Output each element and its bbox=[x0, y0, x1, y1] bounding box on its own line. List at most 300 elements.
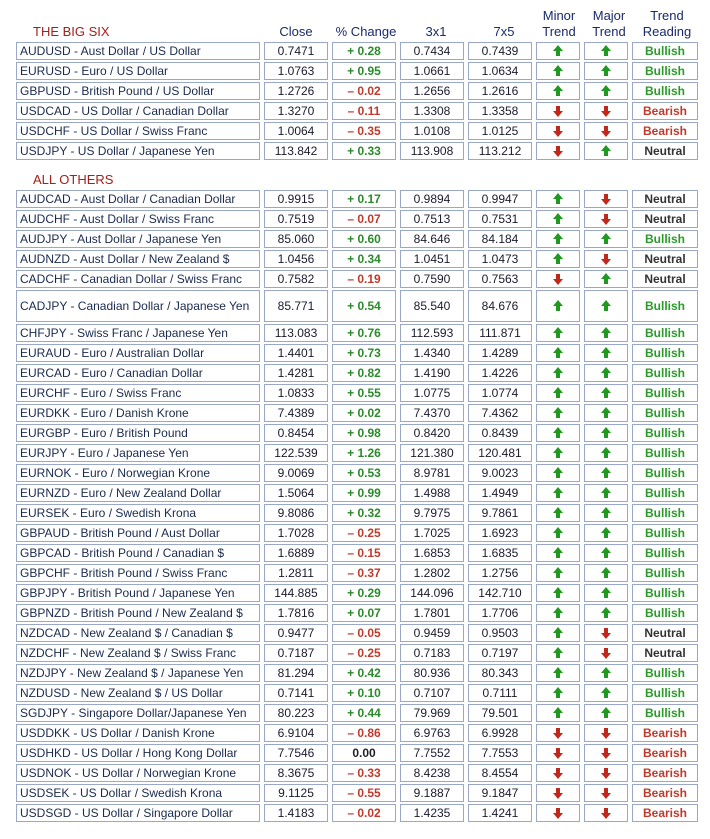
table-row bbox=[16, 504, 698, 522]
table-row bbox=[16, 82, 698, 100]
minor-trend-cell bbox=[536, 484, 580, 502]
arrow-down-icon bbox=[553, 111, 563, 117]
arrow-up-icon bbox=[601, 327, 611, 333]
avg-7x5-cell: 1.0473 bbox=[468, 250, 532, 268]
close-cell: 0.8454 bbox=[264, 424, 328, 442]
arrow-up-icon bbox=[601, 85, 611, 91]
column-header-major-trend bbox=[586, 8, 632, 40]
pair-name-cell: AUDCAD - Aust Dollar / Canadian Dollar bbox=[16, 190, 260, 208]
avg-7x5-cell: 0.8439 bbox=[468, 424, 532, 442]
minor-trend-cell bbox=[536, 102, 580, 120]
trend-reading-cell: Bullish bbox=[632, 82, 698, 100]
arrow-up-icon bbox=[553, 527, 563, 533]
close-cell: 113.083 bbox=[264, 324, 328, 342]
trend-reading-cell: Bearish bbox=[632, 122, 698, 140]
trend-reading-cell: Bullish bbox=[632, 504, 698, 522]
table-row bbox=[16, 230, 698, 248]
arrow-up-icon bbox=[553, 507, 563, 513]
arrow-down-icon bbox=[553, 753, 563, 759]
pct-change-cell: – 0.02 bbox=[332, 804, 396, 822]
arrow-up-icon bbox=[601, 273, 611, 279]
arrow-up-icon bbox=[601, 527, 611, 533]
pair-name-cell: EURJPY - Euro / Japanese Yen bbox=[16, 444, 260, 462]
pct-change-cell: + 0.82 bbox=[332, 364, 396, 382]
table-row bbox=[16, 344, 698, 362]
pct-change-cell: + 0.53 bbox=[332, 464, 396, 482]
minor-trend-cell bbox=[536, 504, 580, 522]
major-trend-cell bbox=[584, 764, 628, 782]
major-trend-cell bbox=[584, 704, 628, 722]
avg-3x1-cell: 0.8420 bbox=[400, 424, 464, 442]
avg-7x5-cell: 1.4226 bbox=[468, 364, 532, 382]
avg-3x1-cell: 7.4370 bbox=[400, 404, 464, 422]
avg-3x1-cell: 0.7183 bbox=[400, 644, 464, 662]
major-trend-cell bbox=[584, 142, 628, 160]
avg-7x5-cell: 113.212 bbox=[468, 142, 532, 160]
column-header-7x5: 7x5 bbox=[493, 24, 515, 39]
major-trend-cell bbox=[584, 744, 628, 762]
section-title-all-others: ALL OTHERS bbox=[33, 172, 114, 187]
avg-7x5-cell: 84.676 bbox=[468, 290, 532, 322]
avg-7x5-cell: 8.4554 bbox=[468, 764, 532, 782]
table-row bbox=[16, 684, 698, 702]
arrow-down-icon bbox=[553, 793, 563, 799]
avg-7x5-cell: 1.6923 bbox=[468, 524, 532, 542]
arrow-up-icon bbox=[553, 347, 563, 353]
arrow-down-icon bbox=[553, 733, 563, 739]
arrow-down-icon bbox=[601, 653, 611, 659]
table-row bbox=[16, 444, 698, 462]
column-header-close: Close bbox=[279, 24, 313, 39]
table-row bbox=[16, 210, 698, 228]
arrow-down-icon bbox=[601, 813, 611, 819]
trend-reading-line1: Trend bbox=[650, 8, 684, 23]
close-cell: 0.9477 bbox=[264, 624, 328, 642]
section-title-big-six: THE BIG SIX bbox=[33, 24, 110, 39]
close-cell: 0.7471 bbox=[264, 42, 328, 60]
pct-change-cell: + 0.42 bbox=[332, 664, 396, 682]
avg-7x5-cell: 0.7439 bbox=[468, 42, 532, 60]
avg-3x1-cell: 1.4190 bbox=[400, 364, 464, 382]
trend-reading-cell: Bullish bbox=[632, 564, 698, 582]
close-cell: 0.9915 bbox=[264, 190, 328, 208]
trend-reading-cell: Bullish bbox=[632, 484, 698, 502]
trend-reading-cell: Bearish bbox=[632, 764, 698, 782]
avg-7x5-cell: 9.1847 bbox=[468, 784, 532, 802]
close-cell: 1.7816 bbox=[264, 604, 328, 622]
arrow-up-icon bbox=[553, 45, 563, 51]
trend-reading-cell: Bullish bbox=[632, 524, 698, 542]
arrow-up-icon bbox=[601, 367, 611, 373]
avg-3x1-cell: 8.9781 bbox=[400, 464, 464, 482]
minor-trend-cell bbox=[536, 250, 580, 268]
avg-7x5-cell: 7.7553 bbox=[468, 744, 532, 762]
close-cell: 81.294 bbox=[264, 664, 328, 682]
table-row bbox=[16, 724, 698, 742]
pct-change-cell: + 0.02 bbox=[332, 404, 396, 422]
avg-7x5-cell: 1.6835 bbox=[468, 544, 532, 562]
pct-change-cell: + 0.17 bbox=[332, 190, 396, 208]
pct-change-cell: + 0.73 bbox=[332, 344, 396, 362]
close-cell: 85.060 bbox=[264, 230, 328, 248]
arrow-up-icon bbox=[601, 587, 611, 593]
pair-name-cell: SGDJPY - Singapore Dollar/Japanese Yen bbox=[16, 704, 260, 722]
close-cell: 1.5064 bbox=[264, 484, 328, 502]
arrow-down-icon bbox=[601, 259, 611, 265]
pair-name-cell: EURDKK - Euro / Danish Krone bbox=[16, 404, 260, 422]
pct-change-cell: – 0.19 bbox=[332, 270, 396, 288]
table-row bbox=[16, 250, 698, 268]
trend-reading-cell: Bullish bbox=[632, 424, 698, 442]
pct-change-cell: + 0.60 bbox=[332, 230, 396, 248]
minor-trend-cell bbox=[536, 644, 580, 662]
trend-reading-cell: Bullish bbox=[632, 464, 698, 482]
minor-trend-cell bbox=[536, 804, 580, 822]
arrow-up-icon bbox=[553, 233, 563, 239]
major-trend-cell bbox=[584, 102, 628, 120]
arrow-down-icon bbox=[601, 733, 611, 739]
table-row bbox=[16, 464, 698, 482]
avg-3x1-cell: 113.908 bbox=[400, 142, 464, 160]
close-cell: 1.0064 bbox=[264, 122, 328, 140]
pct-change-cell: – 0.35 bbox=[332, 122, 396, 140]
avg-7x5-cell: 1.0634 bbox=[468, 62, 532, 80]
minor-trend-cell bbox=[536, 444, 580, 462]
major-trend-cell bbox=[584, 404, 628, 422]
close-cell: 8.3675 bbox=[264, 764, 328, 782]
arrow-up-icon bbox=[553, 467, 563, 473]
pair-name-cell: GBPAUD - British Pound / Aust Dollar bbox=[16, 524, 260, 542]
table-row bbox=[16, 744, 698, 762]
trend-reading-cell: Neutral bbox=[632, 624, 698, 642]
minor-trend-line2: Trend bbox=[542, 24, 576, 39]
table-row bbox=[16, 804, 698, 822]
table-row bbox=[16, 564, 698, 582]
major-trend-cell bbox=[584, 544, 628, 562]
pair-name-cell: CADCHF - Canadian Dollar / Swiss Franc bbox=[16, 270, 260, 288]
arrow-up-icon bbox=[601, 447, 611, 453]
arrow-down-icon bbox=[553, 131, 563, 137]
avg-7x5-cell: 1.3358 bbox=[468, 102, 532, 120]
avg-3x1-cell: 0.9894 bbox=[400, 190, 464, 208]
major-trend-cell bbox=[584, 190, 628, 208]
all-others-table bbox=[16, 190, 698, 824]
minor-trend-line1: Minor bbox=[542, 8, 576, 23]
trend-reading-cell: Bullish bbox=[632, 684, 698, 702]
arrow-up-icon bbox=[553, 707, 563, 713]
major-trend-cell bbox=[584, 724, 628, 742]
pct-change-cell: + 0.95 bbox=[332, 62, 396, 80]
pct-change-cell: + 0.55 bbox=[332, 384, 396, 402]
avg-3x1-cell: 144.096 bbox=[400, 584, 464, 602]
avg-7x5-cell: 1.0774 bbox=[468, 384, 532, 402]
table-row bbox=[16, 664, 698, 682]
table-row bbox=[16, 604, 698, 622]
pct-change-cell: + 1.26 bbox=[332, 444, 396, 462]
minor-trend-cell bbox=[536, 584, 580, 602]
pct-change-cell: – 0.02 bbox=[332, 82, 396, 100]
arrow-down-icon bbox=[553, 279, 563, 285]
table-row bbox=[16, 62, 698, 80]
trend-reading-cell: Bullish bbox=[632, 290, 698, 322]
close-cell: 0.7141 bbox=[264, 684, 328, 702]
minor-trend-cell bbox=[536, 190, 580, 208]
arrow-up-icon bbox=[601, 487, 611, 493]
trend-reading-cell: Bullish bbox=[632, 704, 698, 722]
trend-reading-cell: Bearish bbox=[632, 744, 698, 762]
pair-name-cell: NZDJPY - New Zealand $ / Japanese Yen bbox=[16, 664, 260, 682]
table-row bbox=[16, 524, 698, 542]
avg-7x5-cell: 9.7861 bbox=[468, 504, 532, 522]
avg-7x5-cell: 1.4241 bbox=[468, 804, 532, 822]
pair-name-cell: EURUSD - Euro / US Dollar bbox=[16, 62, 260, 80]
pct-change-cell: + 0.33 bbox=[332, 142, 396, 160]
major-trend-cell bbox=[584, 270, 628, 288]
trend-reading-cell: Bullish bbox=[632, 384, 698, 402]
arrow-up-icon bbox=[601, 607, 611, 613]
trend-reading-cell: Bullish bbox=[632, 42, 698, 60]
table-row bbox=[16, 584, 698, 602]
pct-change-cell: – 0.05 bbox=[332, 624, 396, 642]
close-cell: 85.771 bbox=[264, 290, 328, 322]
major-trend-cell bbox=[584, 290, 628, 322]
pct-change-cell: + 0.76 bbox=[332, 324, 396, 342]
pct-change-cell: – 0.55 bbox=[332, 784, 396, 802]
major-trend-cell bbox=[584, 364, 628, 382]
arrow-up-icon bbox=[553, 687, 563, 693]
avg-7x5-cell: 0.9947 bbox=[468, 190, 532, 208]
avg-3x1-cell: 9.1887 bbox=[400, 784, 464, 802]
arrow-up-icon bbox=[601, 687, 611, 693]
pct-change-cell: + 0.98 bbox=[332, 424, 396, 442]
major-trend-cell bbox=[584, 250, 628, 268]
major-trend-cell bbox=[584, 464, 628, 482]
close-cell: 1.0456 bbox=[264, 250, 328, 268]
trend-reading-cell: Bullish bbox=[632, 230, 698, 248]
major-trend-cell bbox=[584, 624, 628, 642]
avg-7x5-cell: 84.184 bbox=[468, 230, 532, 248]
pct-change-cell: + 0.44 bbox=[332, 704, 396, 722]
arrow-up-icon bbox=[553, 647, 563, 653]
minor-trend-cell bbox=[536, 464, 580, 482]
avg-3x1-cell: 1.7025 bbox=[400, 524, 464, 542]
trend-reading-cell: Bullish bbox=[632, 364, 698, 382]
table-row bbox=[16, 404, 698, 422]
avg-7x5-cell: 0.7563 bbox=[468, 270, 532, 288]
close-cell: 144.885 bbox=[264, 584, 328, 602]
pair-name-cell: AUDUSD - Aust Dollar / US Dollar bbox=[16, 42, 260, 60]
avg-7x5-cell: 79.501 bbox=[468, 704, 532, 722]
arrow-up-icon bbox=[601, 145, 611, 151]
arrow-up-icon bbox=[601, 387, 611, 393]
close-cell: 9.1125 bbox=[264, 784, 328, 802]
table-row bbox=[16, 42, 698, 60]
avg-7x5-cell: 111.871 bbox=[468, 324, 532, 342]
avg-3x1-cell: 1.2656 bbox=[400, 82, 464, 100]
avg-7x5-cell: 120.481 bbox=[468, 444, 532, 462]
pair-name-cell: GBPCAD - British Pound / Canadian $ bbox=[16, 544, 260, 562]
minor-trend-cell bbox=[536, 564, 580, 582]
avg-7x5-cell: 0.7531 bbox=[468, 210, 532, 228]
table-row bbox=[16, 270, 698, 288]
avg-7x5-cell: 9.0023 bbox=[468, 464, 532, 482]
minor-trend-cell bbox=[536, 624, 580, 642]
major-trend-cell bbox=[584, 504, 628, 522]
trend-reading-cell: Bullish bbox=[632, 604, 698, 622]
arrow-up-icon bbox=[553, 447, 563, 453]
arrow-up-icon bbox=[601, 567, 611, 573]
minor-trend-cell bbox=[536, 122, 580, 140]
close-cell: 7.4389 bbox=[264, 404, 328, 422]
pair-name-cell: CHFJPY - Swiss Franc / Japanese Yen bbox=[16, 324, 260, 342]
avg-7x5-cell: 1.4289 bbox=[468, 344, 532, 362]
close-cell: 1.2726 bbox=[264, 82, 328, 100]
arrow-up-icon bbox=[553, 85, 563, 91]
trend-reading-cell: Neutral bbox=[632, 210, 698, 228]
pair-name-cell: EURCHF - Euro / Swiss Franc bbox=[16, 384, 260, 402]
major-trend-line2: Trend bbox=[592, 24, 626, 39]
avg-3x1-cell: 9.7975 bbox=[400, 504, 464, 522]
minor-trend-cell bbox=[536, 424, 580, 442]
close-cell: 1.3270 bbox=[264, 102, 328, 120]
avg-3x1-cell: 1.2802 bbox=[400, 564, 464, 582]
close-cell: 0.7519 bbox=[264, 210, 328, 228]
arrow-up-icon bbox=[601, 547, 611, 553]
major-trend-cell bbox=[584, 210, 628, 228]
table-row bbox=[16, 644, 698, 662]
pair-name-cell: NZDUSD - New Zealand $ / US Dollar bbox=[16, 684, 260, 702]
trend-reading-cell: Bullish bbox=[632, 344, 698, 362]
table-row bbox=[16, 704, 698, 722]
close-cell: 80.223 bbox=[264, 704, 328, 722]
arrow-down-icon bbox=[601, 793, 611, 799]
table-row bbox=[16, 364, 698, 382]
close-cell: 1.0833 bbox=[264, 384, 328, 402]
pct-change-cell: – 0.33 bbox=[332, 764, 396, 782]
arrow-up-icon bbox=[553, 427, 563, 433]
arrow-up-icon bbox=[553, 627, 563, 633]
arrow-down-icon bbox=[601, 633, 611, 639]
close-cell: 1.6889 bbox=[264, 544, 328, 562]
minor-trend-cell bbox=[536, 604, 580, 622]
table-header bbox=[0, 0, 710, 40]
minor-trend-cell bbox=[536, 784, 580, 802]
pct-change-cell: + 0.07 bbox=[332, 604, 396, 622]
avg-3x1-cell: 8.4238 bbox=[400, 764, 464, 782]
pair-name-cell: USDCHF - US Dollar / Swiss Franc bbox=[16, 122, 260, 140]
trend-reading-cell: Bullish bbox=[632, 584, 698, 602]
arrow-down-icon bbox=[553, 773, 563, 779]
trend-reading-cell: Neutral bbox=[632, 250, 698, 268]
avg-7x5-cell: 1.0125 bbox=[468, 122, 532, 140]
table-row bbox=[16, 544, 698, 562]
avg-7x5-cell: 7.4362 bbox=[468, 404, 532, 422]
pct-change-cell: + 0.99 bbox=[332, 484, 396, 502]
close-cell: 1.0763 bbox=[264, 62, 328, 80]
arrow-up-icon bbox=[553, 65, 563, 71]
avg-3x1-cell: 0.7434 bbox=[400, 42, 464, 60]
avg-3x1-cell: 1.0108 bbox=[400, 122, 464, 140]
arrow-down-icon bbox=[601, 753, 611, 759]
pair-name-cell: EURCAD - Euro / Canadian Dollar bbox=[16, 364, 260, 382]
pair-name-cell: USDDKK - US Dollar / Danish Krone bbox=[16, 724, 260, 742]
pct-change-cell: + 0.54 bbox=[332, 290, 396, 322]
close-cell: 1.4183 bbox=[264, 804, 328, 822]
big-six-table bbox=[16, 42, 698, 162]
avg-7x5-cell: 0.7197 bbox=[468, 644, 532, 662]
pair-name-cell: EURGBP - Euro / British Pound bbox=[16, 424, 260, 442]
arrow-up-icon bbox=[553, 193, 563, 199]
minor-trend-cell bbox=[536, 744, 580, 762]
pct-change-cell: + 0.10 bbox=[332, 684, 396, 702]
avg-7x5-cell: 1.2756 bbox=[468, 564, 532, 582]
pair-name-cell: USDHKD - US Dollar / Hong Kong Dollar bbox=[16, 744, 260, 762]
pct-change-cell: + 0.29 bbox=[332, 584, 396, 602]
major-trend-cell bbox=[584, 784, 628, 802]
major-trend-cell bbox=[584, 444, 628, 462]
avg-3x1-cell: 0.7513 bbox=[400, 210, 464, 228]
arrow-up-icon bbox=[601, 667, 611, 673]
major-trend-cell bbox=[584, 62, 628, 80]
pair-name-cell: NZDCHF - New Zealand $ / Swiss Franc bbox=[16, 644, 260, 662]
table-row bbox=[16, 624, 698, 642]
avg-3x1-cell: 0.9459 bbox=[400, 624, 464, 642]
pair-name-cell: USDCAD - US Dollar / Canadian Dollar bbox=[16, 102, 260, 120]
minor-trend-cell bbox=[536, 404, 580, 422]
trend-reading-cell: Bullish bbox=[632, 62, 698, 80]
pair-name-cell: AUDNZD - Aust Dollar / New Zealand $ bbox=[16, 250, 260, 268]
arrow-up-icon bbox=[553, 407, 563, 413]
minor-trend-cell bbox=[536, 704, 580, 722]
avg-3x1-cell: 80.936 bbox=[400, 664, 464, 682]
major-trend-cell bbox=[584, 664, 628, 682]
avg-7x5-cell: 80.343 bbox=[468, 664, 532, 682]
pair-name-cell: EURSEK - Euro / Swedish Krona bbox=[16, 504, 260, 522]
column-header-trend-reading bbox=[634, 8, 700, 40]
table-row bbox=[16, 424, 698, 442]
pct-change-cell: – 0.25 bbox=[332, 524, 396, 542]
column-header-3x1: 3x1 bbox=[425, 24, 447, 39]
minor-trend-cell bbox=[536, 290, 580, 322]
close-cell: 122.539 bbox=[264, 444, 328, 462]
major-trend-cell bbox=[584, 684, 628, 702]
pct-change-cell: – 0.37 bbox=[332, 564, 396, 582]
avg-3x1-cell: 7.7552 bbox=[400, 744, 464, 762]
pct-change-cell: – 0.07 bbox=[332, 210, 396, 228]
trend-reading-cell: Bullish bbox=[632, 444, 698, 462]
arrow-up-icon bbox=[601, 347, 611, 353]
trend-reading-cell: Bullish bbox=[632, 404, 698, 422]
arrow-down-icon bbox=[601, 111, 611, 117]
major-trend-cell bbox=[584, 82, 628, 100]
table-row bbox=[16, 290, 698, 322]
pair-name-cell: GBPNZD - British Pound / New Zealand $ bbox=[16, 604, 260, 622]
close-cell: 9.0069 bbox=[264, 464, 328, 482]
avg-3x1-cell: 0.7590 bbox=[400, 270, 464, 288]
pair-name-cell: GBPJPY - British Pound / Japanese Yen bbox=[16, 584, 260, 602]
arrow-up-icon bbox=[601, 407, 611, 413]
major-trend-cell bbox=[584, 604, 628, 622]
arrow-up-icon bbox=[553, 487, 563, 493]
arrow-up-icon bbox=[553, 587, 563, 593]
avg-3x1-cell: 1.4235 bbox=[400, 804, 464, 822]
trend-reading-cell: Neutral bbox=[632, 190, 698, 208]
minor-trend-cell bbox=[536, 62, 580, 80]
arrow-up-icon bbox=[553, 547, 563, 553]
minor-trend-cell bbox=[536, 270, 580, 288]
arrow-down-icon bbox=[601, 773, 611, 779]
arrow-up-icon bbox=[553, 253, 563, 259]
